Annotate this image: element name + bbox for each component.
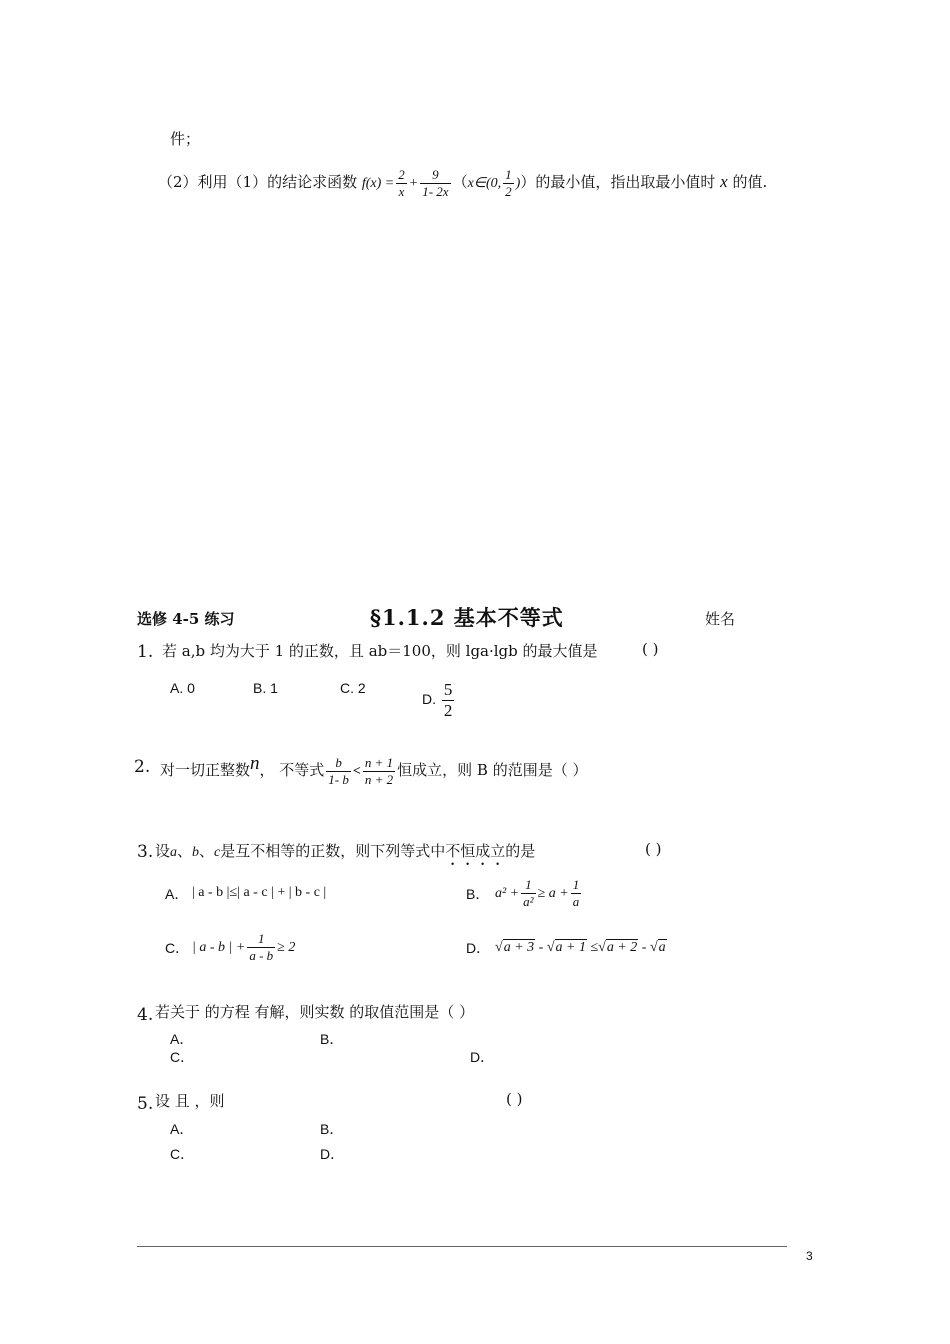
denominator: a - b	[249, 948, 274, 964]
question-1-text: 若 a,b 均为大于 1 的正数，且 ab＝100，则 lga·lgb 的最大值是	[162, 642, 598, 660]
option-b: B. 1	[253, 680, 278, 696]
page-number: 3	[806, 1249, 813, 1263]
option-d-label: D.	[422, 691, 436, 708]
section-title: §1.1.2 基本不等式	[370, 605, 564, 630]
option-a-label: A．	[165, 886, 189, 902]
q2-end: 的值.	[732, 173, 768, 191]
variable-a: a	[170, 845, 178, 860]
q2-fraction-1	[326, 755, 351, 788]
sqrt-term: a	[658, 940, 666, 955]
question-2-continued	[158, 162, 767, 204]
variable-b: b	[192, 845, 200, 860]
q2-fraction-1	[396, 167, 407, 200]
option-a: A．	[170, 1031, 194, 1047]
denominator: 2	[505, 183, 512, 199]
leq-sign: ≤	[590, 940, 599, 955]
option-b-fraction-2	[571, 877, 582, 910]
option-c: C．	[170, 1146, 195, 1162]
q2-function: f(x) =	[361, 176, 395, 191]
option-c-expr	[192, 926, 295, 970]
question-number: 3.	[137, 842, 154, 862]
q3-text-b: 是互不相等的正数，则下列等式中	[220, 842, 446, 860]
less-than: <	[352, 764, 361, 779]
question-number: 5.	[137, 1094, 154, 1114]
option-c-fraction	[247, 931, 275, 964]
name-label: 姓名	[705, 610, 736, 628]
option-a: A．	[170, 1121, 194, 1137]
numerator: 1	[505, 166, 512, 182]
question-3-text	[155, 840, 535, 869]
option-c: C．	[170, 1049, 195, 1065]
option-b-mid: ≥ a +	[537, 886, 569, 901]
option-a-expr: | a - b |≤| a - c | + | b - c |	[192, 885, 327, 900]
denominator: 2	[443, 701, 453, 720]
option-d-fraction	[442, 680, 455, 721]
option-b-fraction-1	[521, 877, 535, 910]
denominator: n + 2	[364, 771, 394, 787]
course-label: 选修 4-5 练习	[137, 610, 235, 628]
separator: 、	[177, 842, 193, 860]
q2-prefix: （2）利用（1）的结论求函数	[158, 173, 358, 191]
option-d: D．	[470, 1049, 495, 1065]
minus-sign: -	[538, 940, 544, 955]
numerator: 2	[398, 166, 405, 182]
numerator: 9	[420, 167, 450, 184]
paren-open: （	[452, 173, 468, 191]
numerator: 1	[572, 877, 580, 893]
denominator: 1- b	[328, 771, 349, 787]
question-5-text: 设 且 ，则	[155, 1092, 225, 1110]
denominator: a²	[523, 894, 534, 910]
answer-paren: ( )	[642, 640, 659, 658]
variable-c: c	[214, 845, 221, 860]
answer-paren: ( )	[645, 840, 662, 858]
question-number: 1.	[137, 642, 154, 662]
emphasized-text: 不恒成立	[445, 842, 506, 860]
domain-close: )	[515, 176, 521, 191]
option-c-pre: | a - b | +	[192, 940, 246, 955]
numerator: 5	[443, 680, 453, 699]
numerator: 1	[521, 877, 535, 894]
answer-paren: ( )	[506, 1090, 523, 1108]
numerator: b	[326, 755, 351, 772]
q2-prefix: 对一切正整数	[160, 761, 251, 779]
option-c: C. 2	[340, 680, 366, 696]
q2-domain: x∈(0,	[467, 176, 502, 191]
option-a: A. 0	[170, 680, 195, 696]
option-b-label: B．	[466, 886, 490, 902]
sqrt-term: a + 1	[555, 940, 586, 955]
denominator: x	[398, 183, 405, 199]
question-number: 2.	[134, 757, 151, 777]
numerator: 1	[247, 931, 275, 948]
q2-suffix: 恒成立，则 B 的范围是（ ）	[397, 761, 588, 779]
sqrt-term: a + 2	[606, 940, 638, 955]
option-d	[422, 680, 456, 721]
q2-domain-fraction	[503, 167, 514, 200]
option-b: B．	[320, 1031, 344, 1047]
option-d-expr: √a + 3 - √a + 1 ≤√a + 2 - √a	[495, 940, 666, 955]
option-d-label: D．	[466, 940, 491, 956]
variable-n: n	[250, 753, 260, 774]
q2-fraction-2	[363, 755, 395, 788]
minus-sign: -	[641, 940, 647, 955]
option-c-label: C．	[165, 940, 190, 956]
option-b: B．	[320, 1121, 344, 1137]
numerator: n + 1	[364, 754, 394, 770]
option-d: D．	[320, 1146, 345, 1162]
denominator: 1- 2x	[422, 183, 449, 199]
option-b-pre: a² +	[495, 886, 520, 901]
option-c-post: ≥ 2	[277, 940, 296, 955]
denominator: a	[572, 894, 580, 910]
q2-suffix: ）的最小值，指出取最小值时	[520, 173, 716, 191]
sqrt-term: a + 3	[503, 940, 535, 955]
question-number: 4.	[137, 1005, 154, 1025]
q3-text-a: 设	[155, 842, 171, 860]
q2-mid: ， 不等式	[259, 761, 325, 779]
footer-divider	[137, 1246, 787, 1247]
q3-text-c: 的是	[505, 842, 536, 860]
plus-sign: +	[408, 176, 419, 191]
continued-text: 件；	[170, 130, 201, 148]
question-2-text	[160, 744, 588, 792]
q2-fraction-2	[420, 167, 450, 200]
question-4-text: 若关于 的方程 有解，则实数 的取值范围是（ ）	[155, 1003, 475, 1021]
separator: 、	[199, 842, 215, 860]
option-b-expr	[495, 872, 583, 916]
variable-x: x	[720, 172, 728, 191]
